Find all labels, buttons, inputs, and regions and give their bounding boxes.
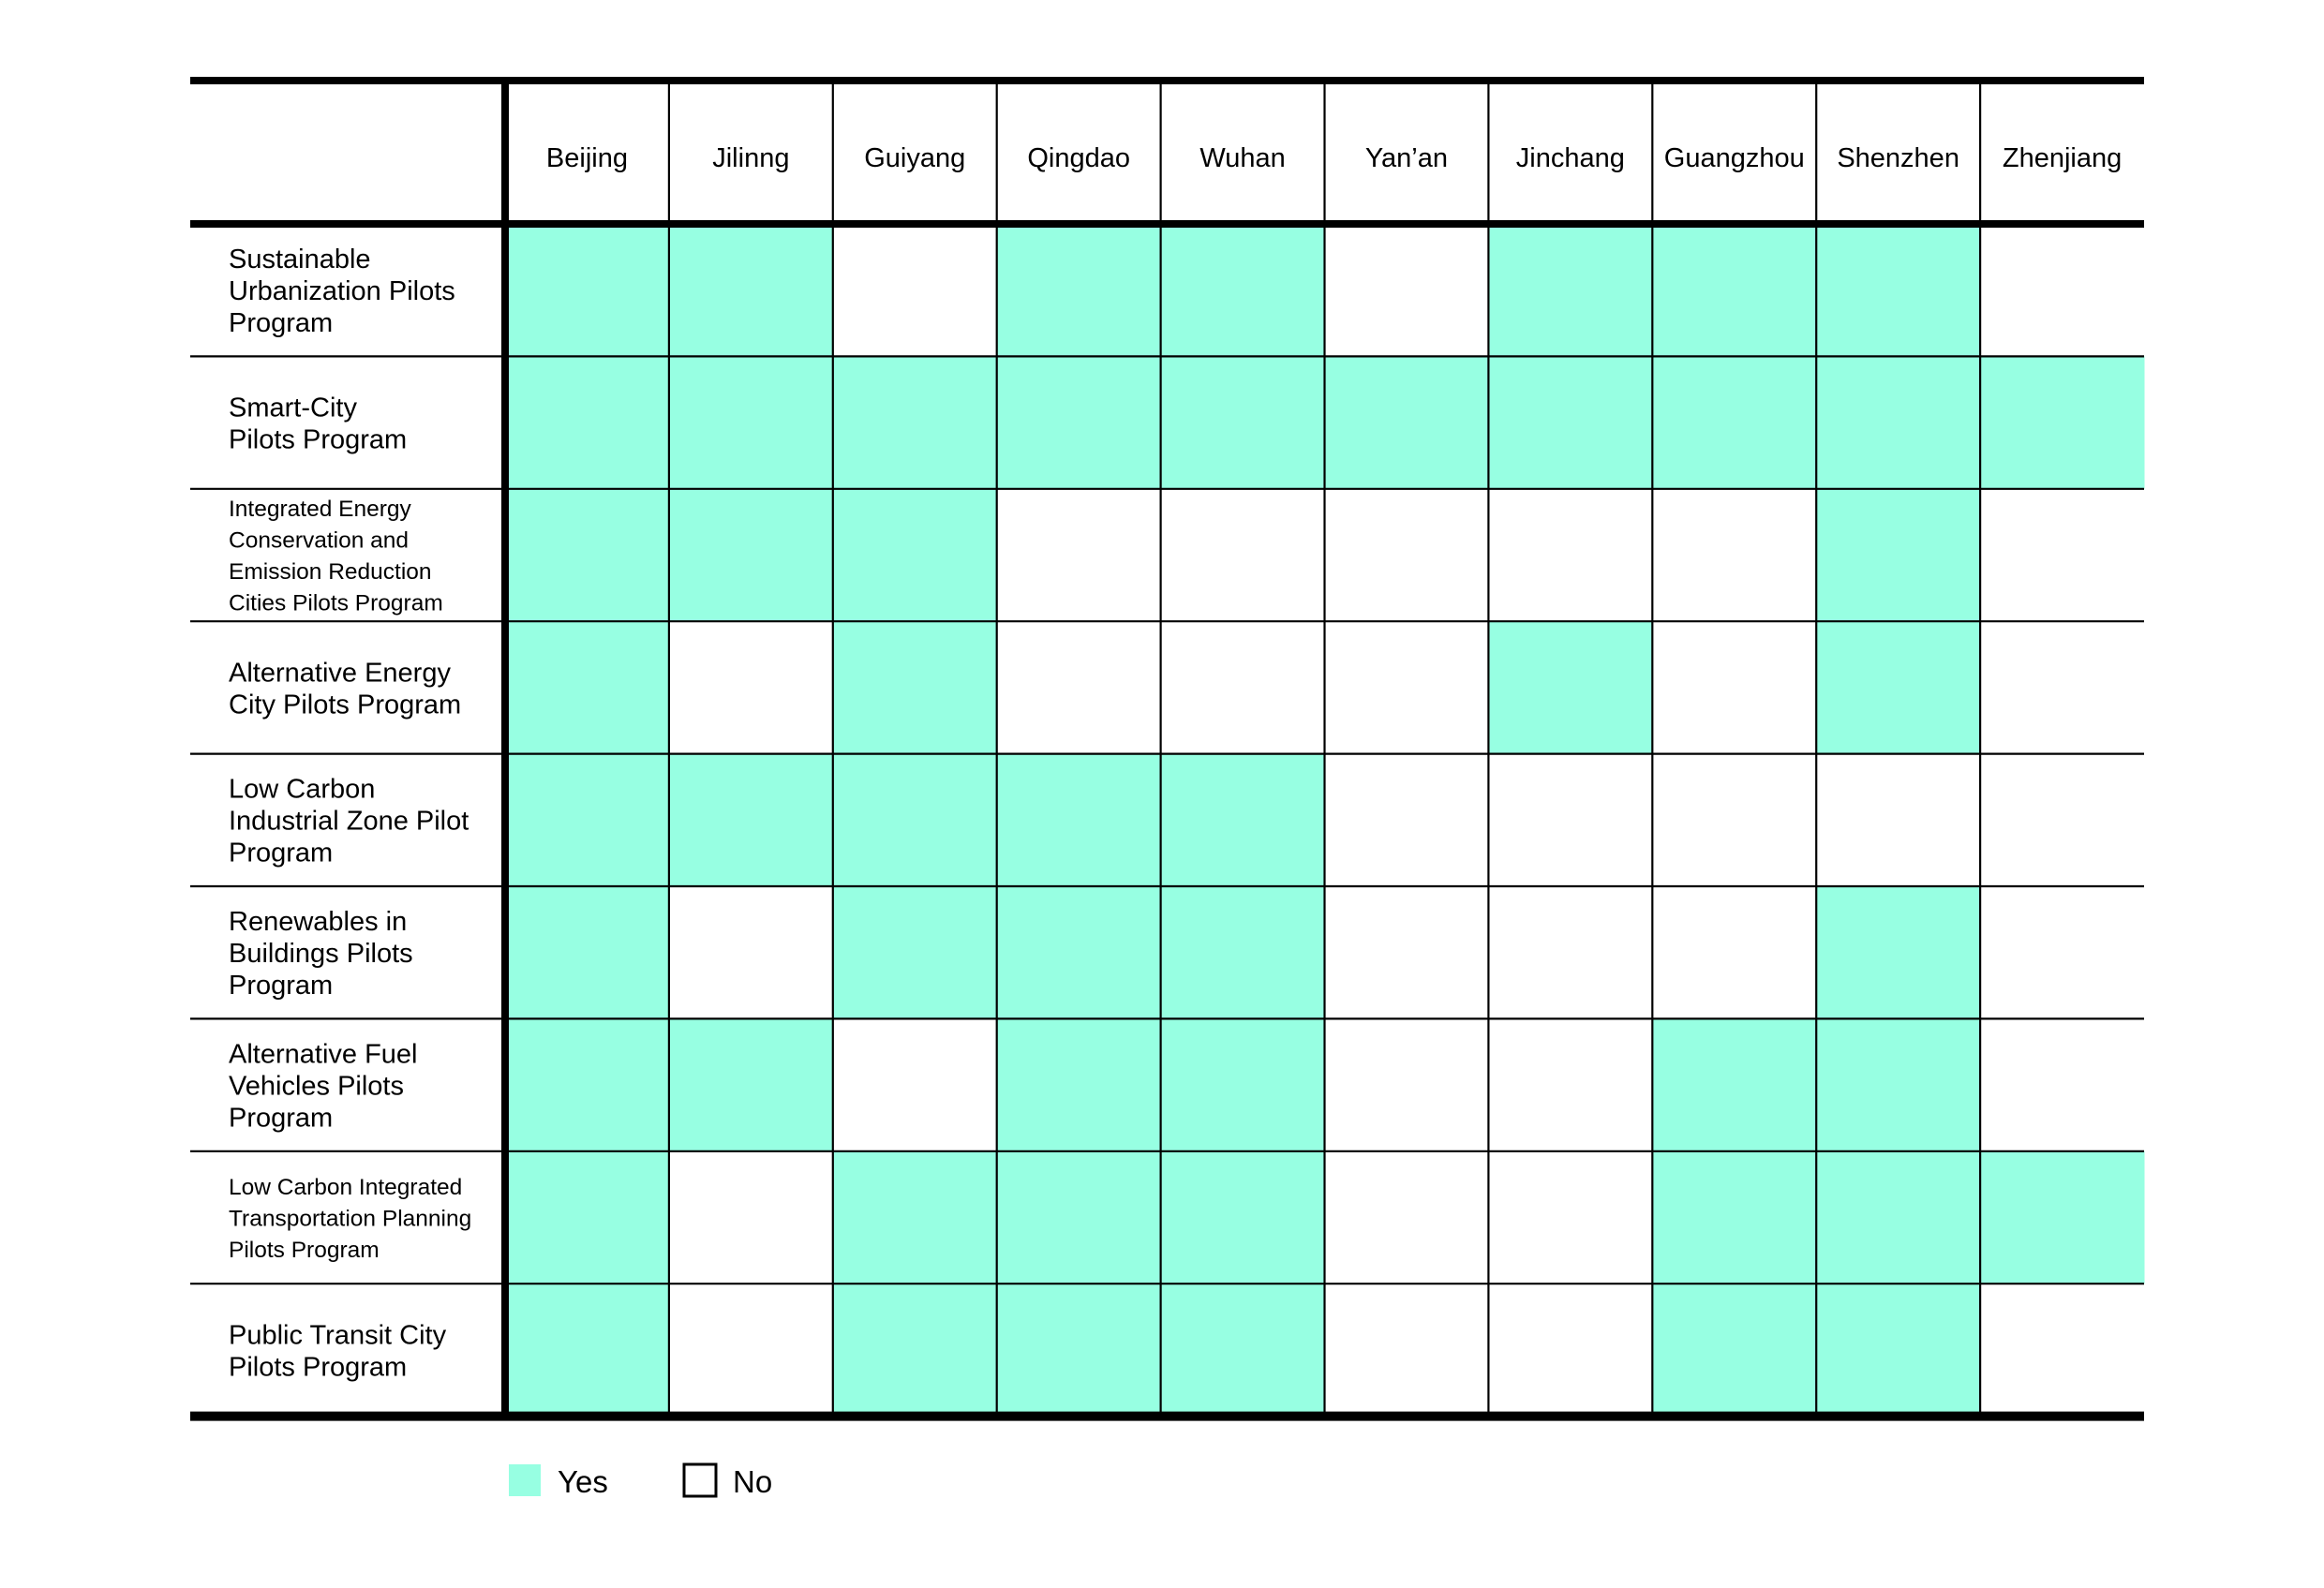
cell-yes xyxy=(1652,1284,1816,1417)
cell-no xyxy=(669,886,833,1019)
cell-no xyxy=(1325,1151,1489,1284)
cell-no xyxy=(1488,886,1652,1019)
cell-yes xyxy=(669,1018,833,1151)
cell-yes xyxy=(505,489,669,622)
cell-no xyxy=(1488,489,1652,622)
row-label-line: Vehicles Pilots xyxy=(229,1071,404,1102)
row-label-line: Program xyxy=(229,971,334,1002)
row-label-line: Low Carbon Integrated xyxy=(229,1174,463,1200)
row-label-line: Cities Pilots Program xyxy=(229,590,443,616)
row-label-line: Smart-City xyxy=(229,393,357,423)
cell-no xyxy=(669,1151,833,1284)
row-label xyxy=(229,907,413,1001)
row-label xyxy=(229,1320,447,1382)
cell-yes xyxy=(1816,356,1980,489)
cell-no xyxy=(1652,886,1816,1019)
row-label-line: City Pilots Program xyxy=(229,690,462,720)
cell-yes xyxy=(833,489,997,622)
row-label-line: Program xyxy=(229,308,334,339)
row-label-line: Renewables in xyxy=(229,907,408,938)
row-label-line: Alternative Energy xyxy=(229,658,451,689)
cell-yes xyxy=(1816,1151,1980,1284)
cell-yes xyxy=(833,621,997,754)
cell-yes xyxy=(505,1284,669,1417)
column-header: Shenzhen xyxy=(1837,143,1959,173)
column-header: Yan’an xyxy=(1364,143,1449,173)
cell-no xyxy=(1980,1018,2144,1151)
cell-yes xyxy=(1161,754,1325,887)
cell-yes xyxy=(505,356,669,489)
cell-no xyxy=(997,489,1161,622)
cell-no xyxy=(1325,886,1489,1019)
cell-yes xyxy=(505,224,669,357)
cell-yes xyxy=(505,886,669,1019)
row-label-line: Pilots Program xyxy=(229,1237,380,1263)
cell-yes xyxy=(1652,1151,1816,1284)
cell-no xyxy=(1652,621,1816,754)
cell-yes xyxy=(1325,356,1489,489)
cell-no xyxy=(1652,754,1816,887)
legend-swatch-no xyxy=(684,1464,716,1496)
row-label-line: Urbanization Pilots xyxy=(229,276,455,307)
cell-yes xyxy=(1816,1284,1980,1417)
cell-no xyxy=(1980,489,2144,622)
cell-no xyxy=(997,621,1161,754)
cell-yes xyxy=(1652,1018,1816,1151)
cell-yes xyxy=(1488,356,1652,489)
column-header: Wuhan xyxy=(1199,143,1286,173)
cell-yes xyxy=(1652,356,1816,489)
cell-yes xyxy=(1161,1018,1325,1151)
cell-no xyxy=(1980,224,2144,357)
cell-no xyxy=(669,621,833,754)
cell-yes xyxy=(1980,356,2144,489)
cell-no xyxy=(1325,489,1489,622)
cell-yes xyxy=(997,224,1161,357)
row-label xyxy=(229,1040,418,1134)
column-header: Guangzhou xyxy=(1663,143,1805,173)
cell-yes xyxy=(505,754,669,887)
cell-no xyxy=(1488,754,1652,887)
row-label xyxy=(229,497,443,616)
cell-yes xyxy=(1980,1151,2144,1284)
cell-no xyxy=(833,1018,997,1151)
row-label-line: Sustainable xyxy=(229,245,371,275)
row-label-line: Transportation Planning xyxy=(229,1206,472,1232)
cell-no xyxy=(1980,886,2144,1019)
cell-no xyxy=(1980,1284,2144,1417)
column-header: Jinchang xyxy=(1515,143,1625,173)
cell-yes xyxy=(997,1284,1161,1417)
cell-no xyxy=(1652,489,1816,622)
row-label-line: Pilots Program xyxy=(229,424,408,455)
row-label-line: Public Transit City xyxy=(229,1320,447,1351)
row-label-line: Industrial Zone Pilot xyxy=(229,806,469,837)
column-header: Jilinng xyxy=(712,143,790,173)
cell-yes xyxy=(997,886,1161,1019)
cell-no xyxy=(1161,621,1325,754)
cell-yes xyxy=(669,356,833,489)
cell-yes xyxy=(669,754,833,887)
cell-no xyxy=(1488,1284,1652,1417)
legend-swatch-yes xyxy=(509,1464,541,1496)
row-label-line: Conservation and xyxy=(229,527,410,554)
row-label xyxy=(229,245,455,338)
cell-yes xyxy=(1816,224,1980,357)
cell-no xyxy=(1325,224,1489,357)
cell-yes xyxy=(1488,224,1652,357)
cell-yes xyxy=(1488,621,1652,754)
cell-no xyxy=(1488,1151,1652,1284)
cell-yes xyxy=(669,489,833,622)
cell-no xyxy=(1816,754,1980,887)
cell-yes xyxy=(1161,886,1325,1019)
cell-yes xyxy=(1816,621,1980,754)
column-header: Zhenjiang xyxy=(2002,143,2123,173)
cell-yes xyxy=(1816,1018,1980,1151)
cell-no xyxy=(1980,754,2144,887)
cell-no xyxy=(1325,621,1489,754)
cell-yes xyxy=(997,1018,1161,1151)
cell-yes xyxy=(1161,224,1325,357)
cell-yes xyxy=(1816,886,1980,1019)
cell-yes xyxy=(669,224,833,357)
cell-yes xyxy=(833,1284,997,1417)
cell-yes xyxy=(505,1151,669,1284)
cell-no xyxy=(1325,1018,1489,1151)
cell-yes xyxy=(505,621,669,754)
cell-no xyxy=(1325,754,1489,887)
cell-yes xyxy=(833,356,997,489)
cell-yes xyxy=(833,886,997,1019)
cell-yes xyxy=(505,1018,669,1151)
row-label-line: Program xyxy=(229,1103,334,1134)
cell-yes xyxy=(1816,489,1980,622)
column-header: Guiyang xyxy=(864,143,966,173)
column-header: Beijing xyxy=(545,143,628,173)
row-label-line: Low Carbon xyxy=(229,774,376,805)
legend-label-yes: Yes xyxy=(558,1464,608,1499)
cell-yes xyxy=(997,754,1161,887)
cell-yes xyxy=(1161,1284,1325,1417)
row-label-line: Pilots Program xyxy=(229,1352,408,1383)
cell-yes xyxy=(1652,224,1816,357)
cell-yes xyxy=(833,754,997,887)
cell-no xyxy=(1325,1284,1489,1417)
cell-no xyxy=(1488,1018,1652,1151)
cell-yes xyxy=(833,1151,997,1284)
row-label-line: Emission Reduction xyxy=(229,559,432,586)
cell-no xyxy=(1161,489,1325,622)
cell-yes xyxy=(997,1151,1161,1284)
row-label-line: Alternative Fuel xyxy=(229,1039,418,1070)
column-header: Qingdao xyxy=(1027,143,1130,173)
legend-label-no: No xyxy=(733,1464,773,1499)
cell-yes xyxy=(1161,356,1325,489)
row-label xyxy=(229,1175,471,1263)
cell-no xyxy=(833,224,997,357)
cell-no xyxy=(669,1284,833,1417)
row-label xyxy=(229,775,469,868)
cell-yes xyxy=(1161,1151,1325,1284)
cell-no xyxy=(1980,621,2144,754)
row-label xyxy=(229,658,461,720)
row-label-line: Program xyxy=(229,838,334,868)
row-label-line: Integrated Energy xyxy=(229,497,411,523)
cell-yes xyxy=(997,356,1161,489)
row-label-line: Buildings Pilots xyxy=(229,939,413,970)
row-label xyxy=(229,393,407,455)
